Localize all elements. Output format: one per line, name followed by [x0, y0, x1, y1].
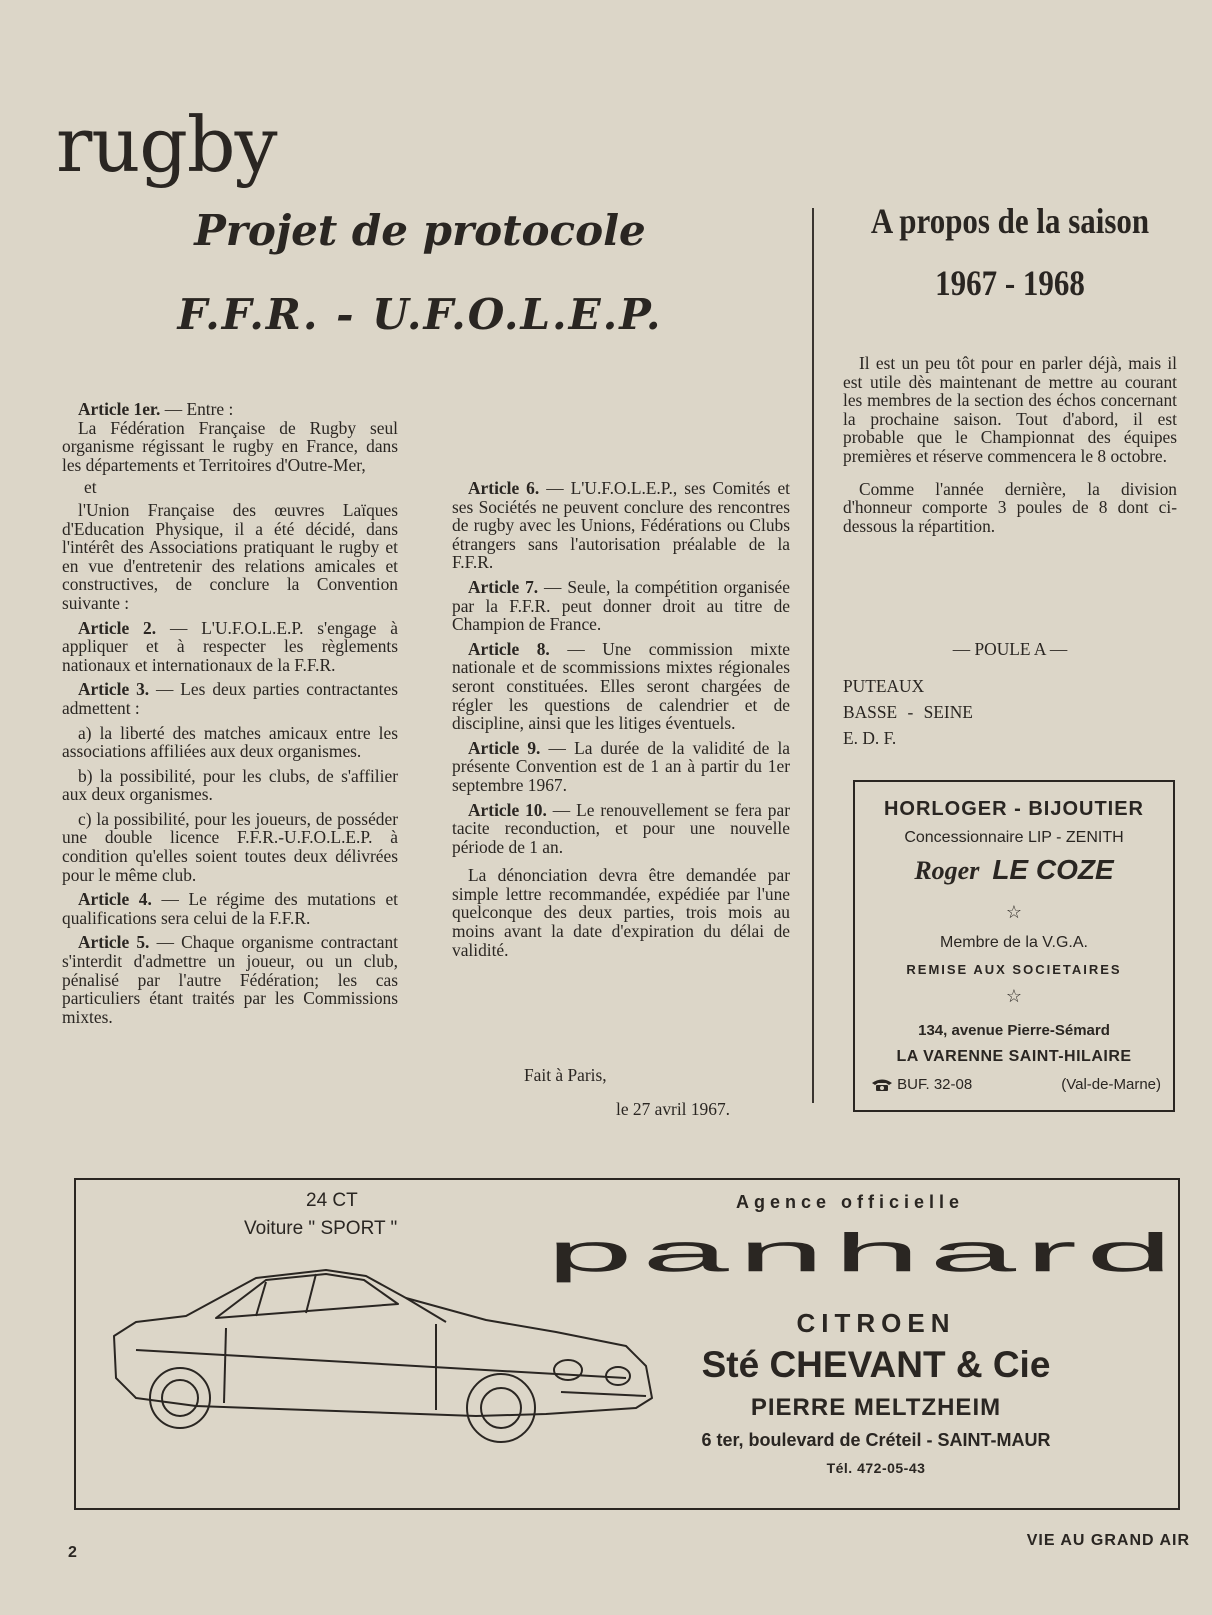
star-icon: ☆ [1005, 902, 1023, 923]
jeweler-owner: Roger LE COZE [914, 854, 1114, 885]
jeweler-title: HORLOGER - BIJOUTIER [883, 798, 1144, 820]
jeweler-phone: BUF. 32-08 [871, 1076, 972, 1093]
team-item: PUTEAUX [843, 676, 925, 696]
article-label: Article 1er. [78, 399, 161, 419]
article-label: Article 4. [78, 889, 152, 910]
car-ad [74, 1178, 1180, 1510]
article-column-2 [452, 407, 790, 959]
article-label: Article 9. [468, 737, 541, 758]
jeweler-member: Membre de la V.G.A. [940, 934, 1088, 951]
team-item: BASSE - SEINE [843, 702, 973, 722]
star-icon: ☆ [1005, 986, 1023, 1007]
magazine-name: VIE AU GRAND AIR [1026, 1532, 1190, 1549]
article-5: Article 5. — Chaque organisme contractant s'interdit d'admettre un joueur, ou un club, pénalisé par l'autre Fédération; les cas particuliers étant traités par les Commissions mixtes. [62, 932, 399, 1027]
jeweler-concession: Concessionnaire LIP - ZENITH [904, 829, 1124, 846]
agency-label: Agence officielle [736, 1192, 965, 1212]
season-title-line1: A propos de la saison [870, 201, 1150, 241]
season-paragraph-1: Il est un peu tôt pour en parler déjà, mais il est utile dès maintenant de mettre au courant les membres de la section des échos concernant la prochaine saison. Tout d'abord, il est probable que le Championnat des équipes premières et réserve commencera le 8 octobre. [843, 353, 1177, 466]
person-name: PIERRE MELTZHEIM [750, 1394, 1002, 1421]
car-ad-address: 6 ter, boulevard de Créteil - SAINT-MAUR [701, 1430, 1051, 1450]
signed-place: Fait à Paris, [524, 1065, 607, 1085]
poule-list [843, 673, 1177, 751]
article-label: Article 2. [78, 617, 157, 638]
article-6: Article 6. — L'U.F.O.L.E.P., ses Comités et ses Sociétés ne peuvent conclure des rencontres de rugby avec les Unions, Fédérations ou Clubs étrangers sans l'autorisation préalable de la F.F.R. [452, 478, 791, 573]
jeweler-address: 134, avenue Pierre-Sémard [918, 1022, 1110, 1039]
season-column [843, 354, 1177, 535]
article-label: Article 10. [468, 799, 547, 820]
headline-line1: Projet de protocole [194, 206, 646, 255]
season-paragraph-2: Comme l'année dernière, la division d'honneur comporte 3 poules de 8 dont ci-dessous la répartition. [843, 478, 1177, 536]
article-3b: b) la possibilité, pour les clubs, de s'affilier aux deux organismes. [62, 765, 398, 805]
jeweler-city: LA VARENNE SAINT-HILAIRE [896, 1048, 1132, 1065]
article-label: Article 3. [78, 679, 150, 700]
article-3: Article 3. — Les deux parties contractantes admettent : [62, 679, 399, 718]
company-name: Sté CHEVANT & Cie [701, 1344, 1051, 1385]
article-column-1 [62, 400, 398, 1026]
telephone-icon [871, 1078, 893, 1092]
car-illustration [106, 1258, 666, 1458]
article-label: Article 5. [78, 932, 150, 953]
article-label: Article 8. [468, 638, 550, 659]
brand-logo: panhard [546, 1222, 1182, 1284]
brand-citroen: CITROEN [796, 1308, 956, 1338]
article-label: Article 6. [468, 478, 540, 498]
column-divider [812, 208, 814, 1103]
article-label: Article 7. [468, 576, 539, 597]
denonciation: La dénonciation devra être demandée par simple lettre recommandée, expédiée par l'une quelconque des deux parties, trois mois au moins avant la date d'expiration du délai de validité. [452, 865, 790, 960]
article-3a: a) la liberté des matches amicaux entre les associations affiliées aux deux organismes. [62, 722, 398, 762]
headline-line2: F.F.R. - U.F.O.L.E.P. [177, 290, 663, 339]
team-item: E. D. F. [843, 728, 897, 748]
paragraph: et [84, 477, 97, 498]
signed-date: le 27 avril 1967. [616, 1099, 730, 1119]
car-model: 24 CT [306, 1190, 358, 1211]
page-number: 2 [68, 1544, 78, 1561]
poule-title: — POULE A — [952, 639, 1068, 659]
article-9: Article 9. — La durée de la validité de la présente Convention est de 1 an à partir du 1er septembre 1967. [452, 737, 791, 795]
article-10: Article 10. — Le renouvellement se fera par tacite reconduction, et pour une nouvelle période de 1 an. [452, 799, 790, 857]
jeweler-region: (Val-de-Marne) [1061, 1076, 1161, 1093]
car-model-type: Voiture " SPORT " [244, 1218, 398, 1239]
jeweler-discount: REMISE AUX SOCIETAIRES [906, 962, 1122, 977]
article-4: Article 4. — Le régime des mutations et qualifications sera celui de la F.F.R. [62, 889, 399, 928]
jeweler-ad [853, 780, 1175, 1112]
article-3c: c) la possibilité, pour les joueurs, de posséder une double licence F.F.R.-U.F.O.L.E.P. à condition qu'elles soient toutes deux délivrées pour le même club. [62, 808, 398, 885]
section-title: rugby [56, 100, 277, 189]
paragraph: l'Union Française des œuvres Laïques d'Education Physique, il a été décidé, dans l'intérêt des Associations pratiquant le rugby et en vue d'entretenir des relations amicales et constructives, de conclure la Convention suivante : [62, 499, 398, 613]
article-1: Article 1er. — Entre : [78, 399, 234, 419]
paragraph: La Fédération Française de Rugby seul organisme régissant le rugby en France, dans les départements et Territoires d'Outre-Mer, [62, 417, 398, 475]
article-7: Article 7. — Seule, la compétition organisée par la F.F.R. peut donner droit au titre de Champion de France. [452, 576, 790, 635]
jeweler-contact [871, 1076, 1161, 1093]
car-ad-phone: Tél. 472-05-43 [826, 1460, 926, 1476]
article-2: Article 2. — L'U.F.O.L.E.P. s'engage à appliquer et à respecter les règlements nationaux et internationaux de la F.F.R. [62, 617, 398, 675]
season-title-line2: 1967 - 1968 [935, 263, 1085, 303]
article-8: Article 8. — Une commission mixte nationale et de scommissions mixtes régionales seront constituées. Elles seront chargées de régler les questions de calendrier et de discipline, ainsi que les litiges éventuels. [452, 638, 790, 734]
